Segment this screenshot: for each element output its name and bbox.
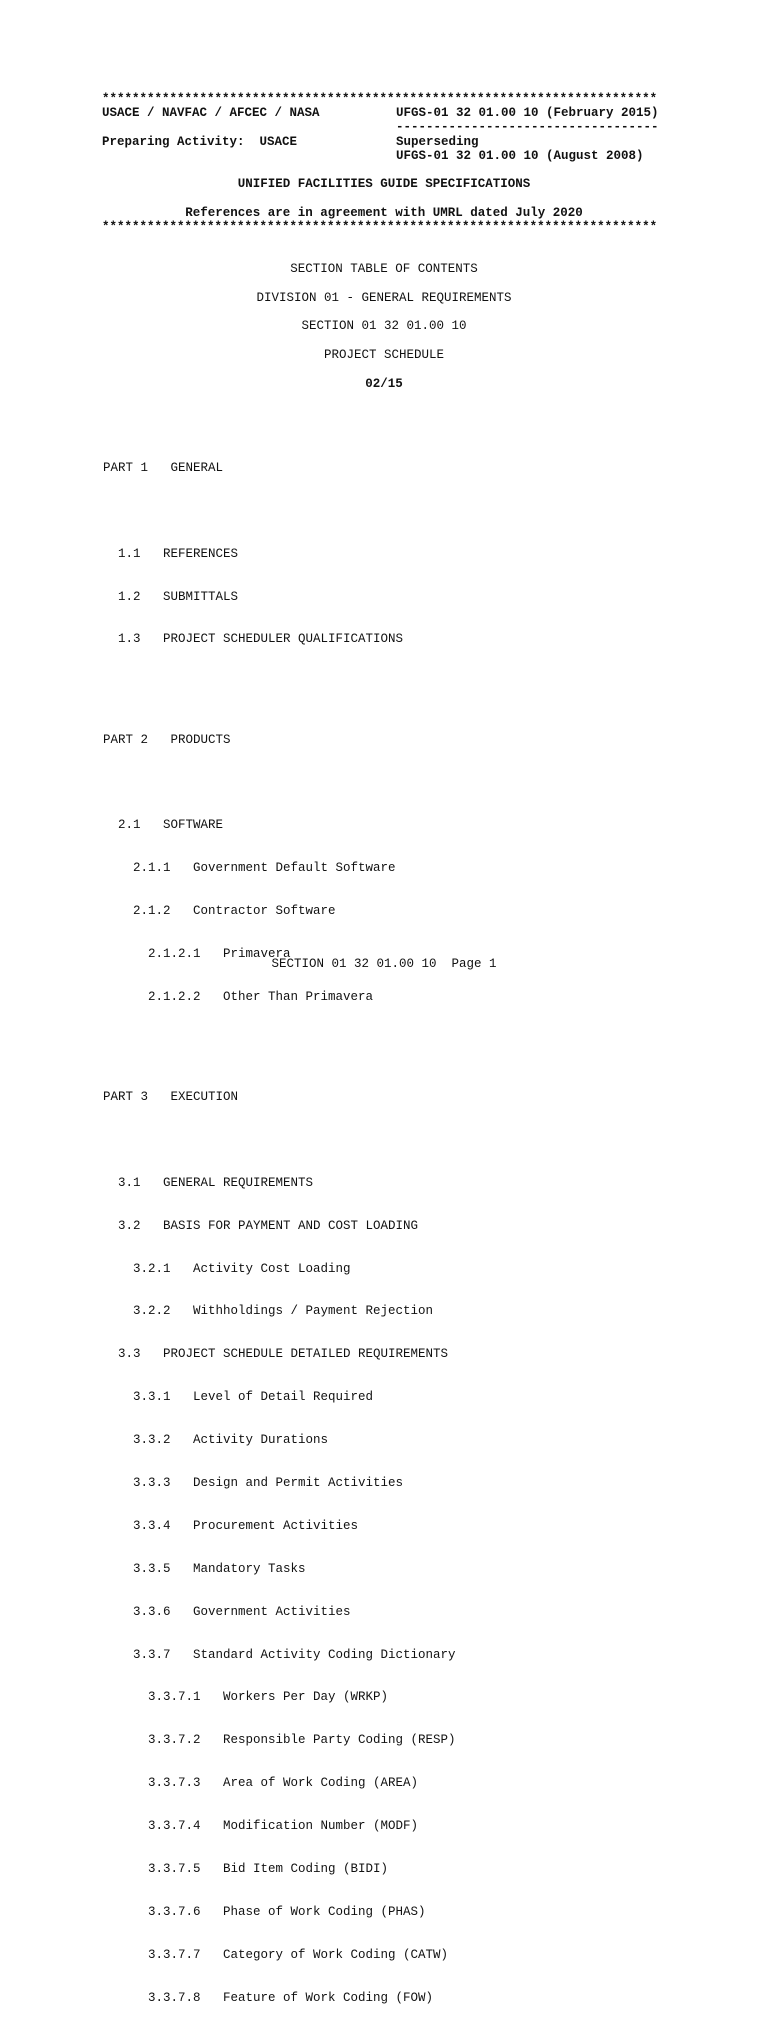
toc-entry[interactable]: 3.3.7.5 Bid Item Coding (BIDI) [103, 1861, 389, 1876]
superseding-label: Superseding [396, 135, 479, 149]
top-star-rule: ************************************************************************** [102, 92, 658, 106]
bottom-star-rule: ************************************************************************** [102, 220, 658, 234]
toc-entry[interactable]: 3.3.7 Standard Activity Coding Dictionary [103, 1647, 456, 1662]
toc-entry[interactable]: 2.1 SOFTWARE [103, 818, 224, 833]
toc-part-heading[interactable]: PART 1 GENERAL [103, 460, 224, 475]
toc-part-heading[interactable]: PART 3 EXECUTION [103, 1089, 239, 1104]
toc-entry[interactable]: 3.3.5 Mandatory Tasks [103, 1561, 306, 1576]
section-title-heading: PROJECT SCHEDULE [323, 348, 445, 362]
division-heading: DIVISION 01 - GENERAL REQUIREMENTS [256, 291, 512, 305]
toc-entry[interactable]: 3.3.1 Level of Detail Required [103, 1390, 374, 1405]
toc-entry[interactable]: 3.3.7.6 Phase of Work Coding (PHAS) [103, 1904, 426, 1919]
toc-entry[interactable]: 3.3.7.4 Modification Number (MODF) [103, 1819, 419, 1834]
toc-entry[interactable]: 2.1.1 Government Default Software [103, 861, 396, 876]
toc-entry[interactable]: 3.2 BASIS FOR PAYMENT AND COST LOADING [103, 1218, 419, 1233]
toc-entry[interactable]: 3.3.7.8 Feature of Work Coding (FOW) [103, 1990, 434, 2005]
toc-entry[interactable]: 3.1 GENERAL REQUIREMENTS [103, 1175, 314, 1190]
toc-part-heading[interactable]: PART 2 PRODUCTS [103, 732, 231, 747]
toc-entry[interactable]: 3.3.6 Government Activities [103, 1604, 351, 1619]
toc-entry[interactable]: 2.1.2.2 Other Than Primavera [103, 989, 374, 1004]
toc-entry[interactable]: 2.1.2.1 Primavera [103, 946, 291, 961]
toc-entry[interactable]: 3.3.3 Design and Permit Activities [103, 1475, 404, 1490]
date-heading: 02/15 [365, 377, 403, 391]
toc-entry[interactable]: 2.1.2 Contractor Software [103, 904, 336, 919]
toc-entry[interactable]: 3.3.7.1 Workers Per Day (WRKP) [103, 1690, 389, 1705]
toc-entry[interactable]: 3.2.2 Withholdings / Payment Rejection [103, 1304, 434, 1319]
references-note: References are in agreement with UMRL dated July 2020 [185, 206, 583, 220]
toc-entry[interactable]: 3.2.1 Activity Cost Loading [103, 1261, 351, 1276]
section-number-heading: SECTION 01 32 01.00 10 [301, 319, 467, 333]
dash-rule: ----------------------------------- [396, 120, 659, 134]
page-footer: SECTION 01 32 01.00 10 Page 1 [271, 957, 497, 971]
toc-entry[interactable]: 3.3.7.7 Category of Work Coding (CATW) [103, 1947, 449, 1962]
ufgs-title: UNIFIED FACILITIES GUIDE SPECIFICATIONS [237, 177, 531, 191]
toc-entry[interactable]: 1.2 SUBMITTALS [103, 589, 239, 604]
toc-entry[interactable]: 1.3 PROJECT SCHEDULER QUALIFICATIONS [103, 632, 404, 647]
ufgs-previous-label: UFGS-01 32 01.00 10 (August 2008) [396, 149, 644, 163]
section-toc-heading: SECTION TABLE OF CONTENTS [290, 262, 478, 276]
agencies-label: USACE / NAVFAC / AFCEC / NASA [102, 106, 320, 120]
toc-entry[interactable]: 3.3.2 Activity Durations [103, 1433, 329, 1448]
toc-entry[interactable]: 1.1 REFERENCES [103, 546, 239, 561]
toc-entry[interactable]: 3.3.7.3 Area of Work Coding (AREA) [103, 1776, 419, 1791]
toc-entry[interactable]: 3.3.7.2 Responsible Party Coding (RESP) [103, 1733, 456, 1748]
toc-entry[interactable]: 3.3 PROJECT SCHEDULE DETAILED REQUIREMENTS [103, 1347, 449, 1362]
preparing-activity-label: Preparing Activity: USACE [102, 135, 298, 149]
table-of-contents [103, 418, 703, 2034]
toc-entry[interactable]: 3.3.4 Procurement Activities [103, 1518, 359, 1533]
ufgs-current-label: UFGS-01 32 01.00 10 (February 2015) [396, 106, 659, 120]
